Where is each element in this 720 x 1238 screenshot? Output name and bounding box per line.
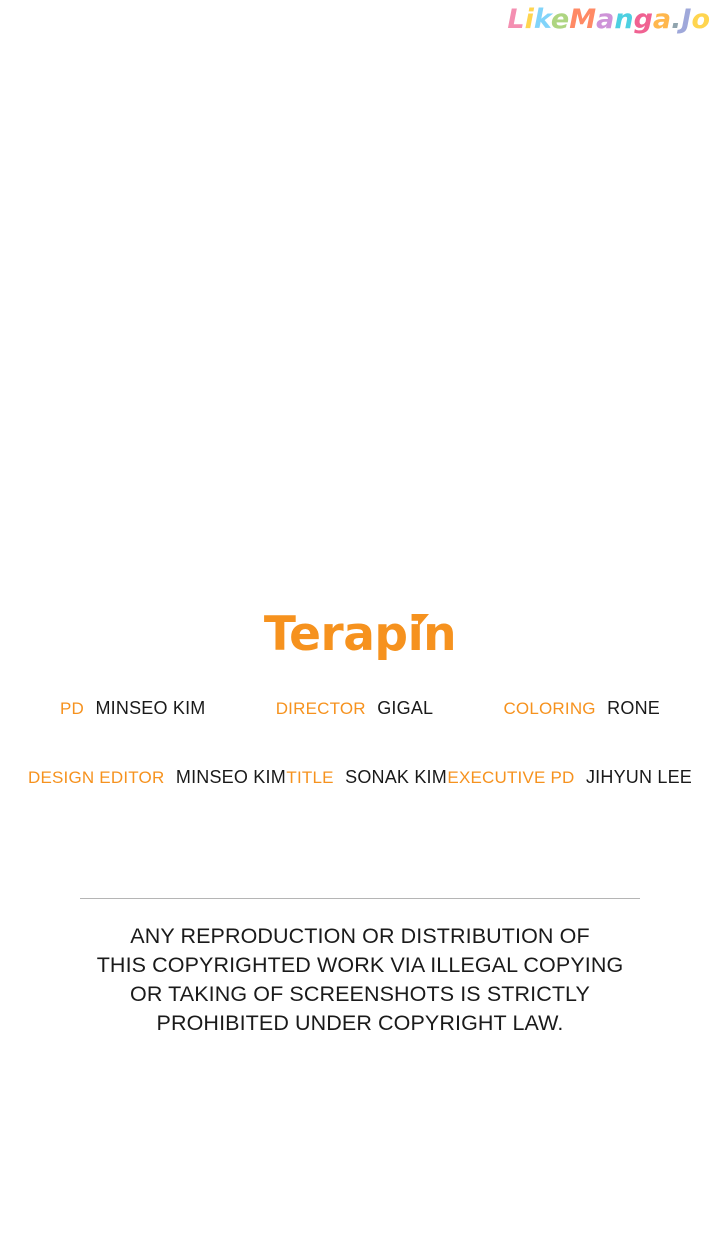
watermark-letter: e bbox=[550, 4, 570, 35]
credit-role: PD bbox=[60, 699, 85, 718]
watermark-letter: g bbox=[633, 4, 653, 35]
watermark-letter: . bbox=[671, 4, 682, 35]
credit-row-primary bbox=[0, 698, 720, 719]
credit-item-coloring bbox=[503, 698, 660, 719]
watermark-letter: k bbox=[533, 4, 551, 35]
logo-accent-icon bbox=[418, 614, 429, 627]
credit-item-director bbox=[276, 698, 434, 719]
credit-item-title bbox=[286, 767, 447, 788]
credit-name: RONE bbox=[607, 698, 660, 718]
credit-name: GIGAL bbox=[377, 698, 434, 718]
site-watermark bbox=[507, 4, 710, 35]
credits-block bbox=[0, 600, 720, 788]
credit-item-executive-pd bbox=[447, 767, 692, 788]
watermark-letter: a bbox=[596, 4, 615, 35]
credit-name: MINSEO KIM bbox=[175, 767, 286, 787]
credit-item-pd bbox=[60, 698, 206, 719]
credit-role: DESIGN EDITOR bbox=[28, 768, 165, 787]
copyright-line: ANY REPRODUCTION OR DISTRIBUTION OF bbox=[130, 924, 590, 948]
credit-item-design-editor bbox=[28, 767, 286, 788]
watermark-letter: i bbox=[524, 4, 534, 35]
watermark-letter: J bbox=[681, 4, 692, 35]
credit-role: DIRECTOR bbox=[275, 699, 366, 718]
credit-name: SONAK KIM bbox=[345, 767, 447, 787]
copyright-line: THIS COPYRIGHTED WORK VIA ILLEGAL COPYING bbox=[96, 953, 624, 977]
credit-role: TITLE bbox=[286, 768, 334, 787]
watermark-letter: M bbox=[569, 4, 597, 35]
copyright-line: PROHIBITED UNDER COPYRIGHT LAW. bbox=[156, 1011, 564, 1035]
watermark-letter: o bbox=[691, 4, 710, 35]
watermark-letter: n bbox=[614, 4, 634, 35]
watermark-letter: L bbox=[507, 4, 525, 35]
credit-name: MINSEO KIM bbox=[95, 698, 206, 718]
credit-row-secondary bbox=[0, 767, 720, 788]
credit-name: JIHYUN LEE bbox=[585, 767, 692, 787]
copyright-notice bbox=[0, 922, 720, 1038]
copyright-line: OR TAKING OF SCREENSHOTS IS STRICTLY bbox=[130, 982, 590, 1006]
studio-logo-text: Terapin bbox=[263, 607, 457, 662]
credit-role: EXECUTIVE PD bbox=[447, 768, 575, 787]
studio-logo bbox=[0, 600, 720, 670]
section-divider bbox=[80, 898, 640, 899]
watermark-letter: a bbox=[652, 4, 672, 35]
credit-role: COLORING bbox=[503, 699, 596, 718]
